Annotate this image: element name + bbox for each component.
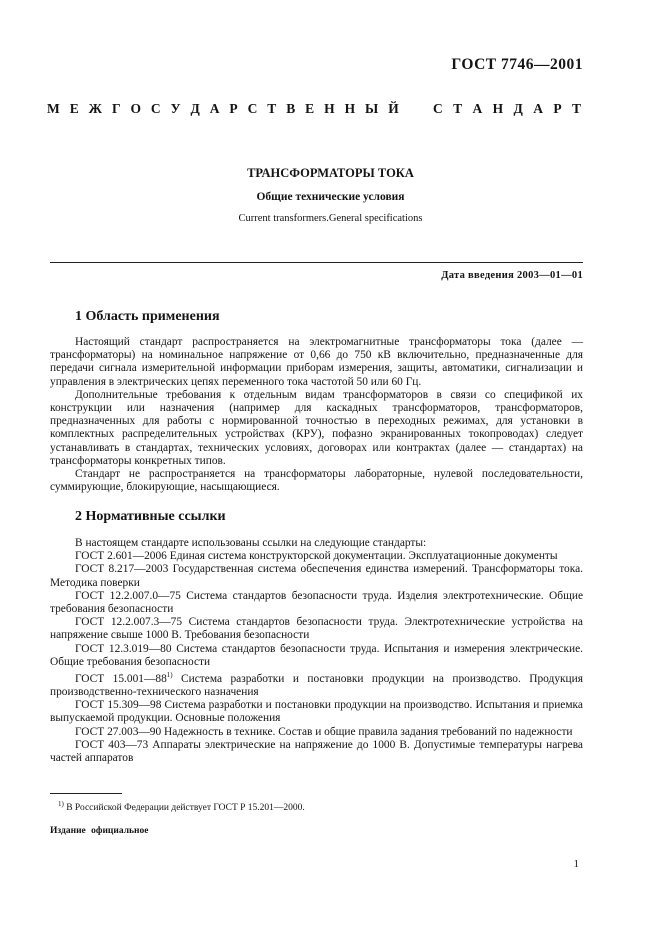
reference-item — [50, 669, 583, 699]
reference-item — [50, 590, 583, 616]
reference-code: ГОСТ 8.217—2003 — [75, 563, 169, 576]
banner-letter: Й — [388, 101, 399, 116]
footnote-rule — [50, 793, 122, 794]
reference-title: Надежность в технике. Состав и общие правила задания требований по надежности — [164, 725, 573, 738]
footnote — [58, 800, 305, 813]
banner-letter: С — [433, 101, 443, 116]
banner-letter: Р — [229, 101, 238, 116]
header-rule — [50, 262, 583, 263]
introduction-date: Дата введения 2003—01—01 — [441, 270, 583, 281]
reference-title: Система разработки и постановки продукции на производство. Продукция производственно-технического назначения — [50, 672, 583, 699]
reference-title: Система стандартов безопасности труда. Электротехнические устройства на напряжение свыше 1000 В. Требования безопасности — [50, 616, 583, 642]
banner-letter: М — [47, 101, 60, 116]
banner-letter: О — [130, 101, 141, 116]
banner-letter: А — [209, 101, 220, 116]
banner-letter: Д — [190, 101, 200, 116]
paragraph: Настоящий стандарт распространяется на электромагнитные трансформаторы тока (далее — трансформаторы) на номинальное напряжение от 0,66 до 750 кВ включительно, предназначенные для передачи сигнала измерительной информации приборам измерения, защиты, автоматики, сигнализации и управления в электрических цепях переменного тока частотой 50 или 60 Гц. — [50, 336, 583, 388]
edition-label: Издание официальное — [50, 826, 149, 836]
reference-code: ГОСТ 15.001—88 — [75, 672, 167, 685]
reference-item — [50, 563, 583, 589]
banner-letter: В — [286, 101, 296, 116]
reference-title: Система стандартов безопасности труда. Изделия электротехнические. Общие требования безопасности — [50, 589, 583, 616]
section-1-heading: 1 Область применения — [75, 309, 220, 324]
footnote-text: В Российской Федерации действует ГОСТ Р 15.201—2000. — [66, 803, 305, 814]
reference-item — [50, 550, 583, 563]
banner-letter: Н — [324, 101, 335, 116]
reference-item — [50, 616, 583, 642]
paragraph: Дополнительные требования к отдельным видам трансформаторов в связи со спецификой их конструкции или назначения (например для каскадных трансформаторов, трансформаторов, предназначенных для работы с нормированной точностью в переходных режимах, для установки в комплектных распределительных устройствах (КРУ), пофазно экранированных токопроводах) следует устанавливать в стандартах, технических условиях, договорах или контрактах (далее — стандартах) на трансформаторы конкретных типов. — [50, 388, 583, 467]
reference-code: ГОСТ 403—73 — [75, 738, 149, 751]
footnote-ref: 1) — [166, 671, 173, 680]
banner-letter: Р — [553, 101, 562, 116]
banner-left — [47, 101, 399, 117]
document-title: ТРАНСФОРМАТОРЫ ТОКА — [247, 166, 414, 180]
reference-code: ГОСТ 2.601—2006 — [75, 550, 167, 563]
banner-letter: Т — [267, 101, 277, 116]
banner-letter: Е — [69, 101, 79, 116]
document-number: ГОСТ 7746—2001 — [451, 56, 583, 73]
reference-item — [50, 726, 583, 739]
reference-code: ГОСТ 12.2.007.0—75 — [75, 589, 181, 602]
banner-letter: С — [247, 101, 258, 116]
reference-code: ГОСТ 27.003—90 — [75, 725, 162, 738]
reference-list — [50, 550, 583, 765]
banner-letter: Н — [344, 101, 356, 116]
reference-code: ГОСТ 15.309—98 — [75, 699, 162, 712]
section-2-body — [50, 537, 583, 765]
banner-letter: Т — [571, 101, 581, 116]
banner-letter: Е — [305, 101, 315, 116]
page-number: 1 — [573, 858, 579, 870]
reference-item — [50, 739, 583, 765]
banner-letter: А — [533, 101, 543, 116]
banner-letter: Ж — [88, 101, 102, 116]
banner-letter: Ы — [365, 101, 379, 116]
section-1-body — [50, 336, 583, 494]
banner-right — [433, 101, 581, 117]
reference-title: Государственная система обеспечения единства измерений. Трансформаторы тока. Методика поверки — [50, 563, 584, 589]
reference-title: Система разработки и постановки продукции на производство. Испытания и приемка выпускаемой продукции. Основные положения — [50, 699, 583, 725]
standard-banner — [47, 101, 581, 117]
reference-code: ГОСТ 12.3.019—80 — [75, 642, 172, 655]
banner-letter: А — [472, 101, 483, 116]
banner-letter: С — [150, 101, 161, 116]
english-title: Current transformers.General specifications — [238, 213, 423, 224]
reference-code: ГОСТ 12.2.007.3—75 — [75, 616, 183, 629]
banner-letter: Д — [513, 101, 523, 116]
banner-letter: Г — [111, 101, 121, 116]
paragraph: В настоящем стандарте использованы ссылки на следующие стандарты: — [75, 537, 427, 549]
banner-letter: Н — [492, 101, 504, 116]
reference-title: Единая система конструкторской документации. Эксплуатационные документы — [169, 550, 558, 563]
reference-item — [50, 643, 583, 669]
footnote-marker: 1) — [58, 800, 64, 808]
paragraph: Стандарт не распространяется на трансформаторы лабораторные, нулевой последовательности, суммирующие, блокирующие, насыщающиеся. — [50, 468, 583, 494]
reference-title: Система стандартов безопасности труда. Испытания и измерения электрические. Общие требования безопасности — [50, 642, 583, 668]
section-2-heading: 2 Нормативные ссылки — [75, 509, 226, 524]
reference-title: Аппараты электрические на напряжение до 1000 В. Допустимые температуры нагрева частей аппаратов — [50, 738, 583, 765]
banner-letter: Т — [453, 101, 463, 116]
reference-item — [50, 699, 583, 725]
document-subtitle: Общие технические условия — [256, 191, 405, 203]
banner-letter: У — [170, 101, 181, 116]
